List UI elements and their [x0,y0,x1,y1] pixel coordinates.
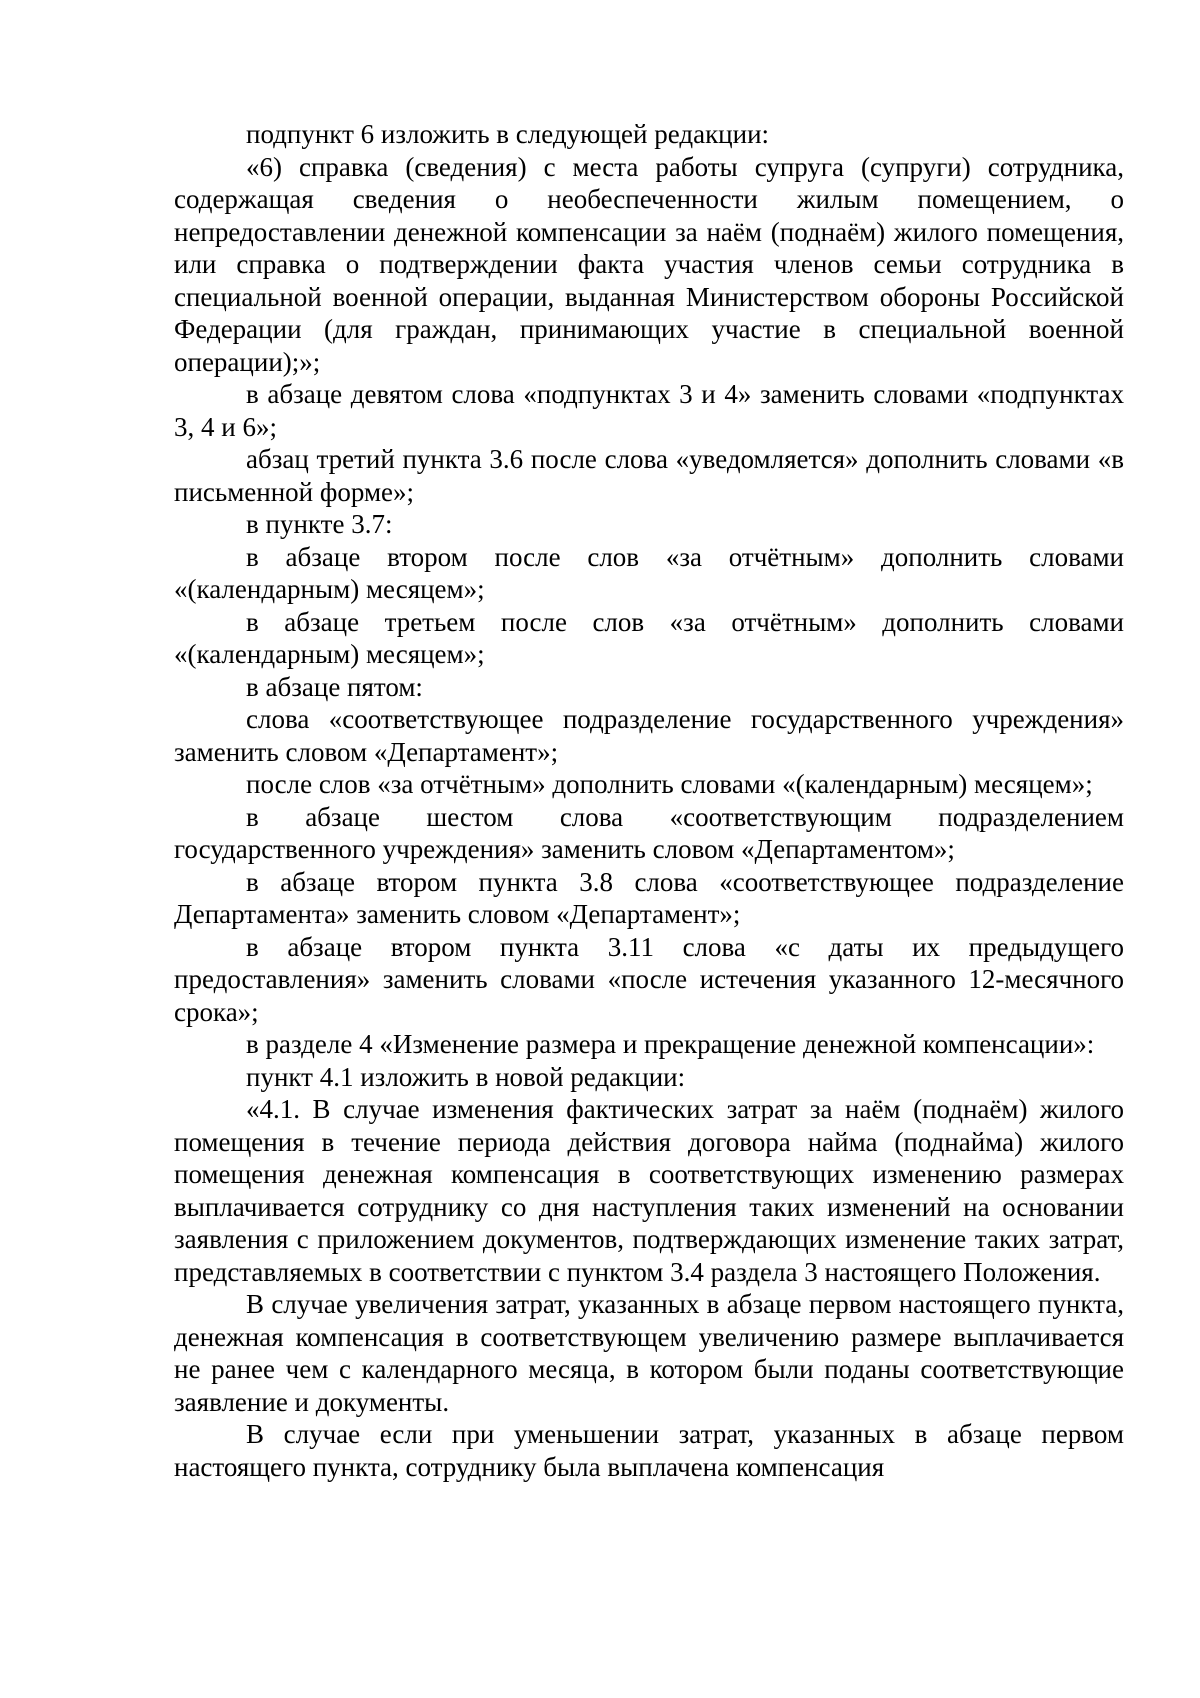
paragraph-16: «4.1. В случае изменения фактических затрат за наём (поднаём) жилого помещения в течение периода действия договора найма (поднайма) жилого помещения денежная компенсация в соответствующих изменению размерах выплачивается сотруднику со дня наступления таких изменений на основании заявления с приложением документов, подтверждающих изменение таких затрат, представляемых в соответствии с пунктом 3.4 раздела 3 настоящего Положения. [174,1094,1124,1287]
paragraph-11: в абзаце шестом слова «соответствующим подразделением государственного учреждения» заменить словом «Департаментом»; [174,801,1124,864]
paragraph-7: в абзаце третьем после слов «за отчётным» дополнить словами «(календарным) месяцем»; [174,606,1124,669]
paragraph-5: в пункте 3.7: [246,509,393,539]
paragraph-10: после слов «за отчётным» дополнить словами «(календарным) месяцем»; [246,769,1093,799]
paragraph-1: подпункт 6 изложить в следующей редакции: [246,119,770,149]
paragraph-9: слова «соответствующее подразделение государственного учреждения» заменить словом «Департамент»; [174,704,1124,767]
paragraph-18: В случае если при уменьшении затрат, указанных в абзаце первом настоящего пункта, сотруднику была выплачена компенсация [174,1419,1124,1482]
paragraph-13: в абзаце втором пункта 3.11 слова «с даты их предыдущего предоставления» заменить словами «после истечения указанного 12-месячного срока»; [174,931,1124,1027]
paragraph-2: «6) справка (сведения) с места работы супруга (супруги) сотрудника, содержащая сведения о необеспеченности жилым помещением, о непредоставлении денежной компенсации за наём (поднаём) жилого помещения, или справка о подтверждении факта участия членов семьи сотрудника в специальной военной операции, выданная Министерством обороны Российской Федерации (для граждан, принимающих участие в специальной военной операции);»; [174,151,1124,377]
paragraph-3: в абзаце девятом слова «подпунктах 3 и 4» заменить словами «подпунктах 3, 4 и 6»; [174,379,1124,442]
paragraph-14: в разделе 4 «Изменение размера и прекращение денежной компенсации»: [246,1029,1095,1059]
paragraph-6: в абзаце втором после слов «за отчётным» дополнить словами «(календарным) месяцем»; [174,541,1124,604]
paragraph-12: в абзаце втором пункта 3.8 слова «соответствующее подразделение Департамента» заменить словом «Департамент»; [174,866,1124,929]
document-page [174,118,1124,1483]
paragraph-17: В случае увеличения затрат, указанных в абзаце первом настоящего пункта, денежная компенсация в соответствующем увеличению размере выплачивается не ранее чем с календарного месяца, в котором были поданы соответствующие заявление и документы. [174,1289,1124,1417]
paragraph-4: абзац третий пункта 3.6 после слова «уведомляется» дополнить словами «в письменной форме»; [174,444,1124,507]
paragraph-15: пункт 4.1 изложить в новой редакции: [246,1061,686,1092]
paragraph-8: в абзаце пятом: [246,671,423,702]
